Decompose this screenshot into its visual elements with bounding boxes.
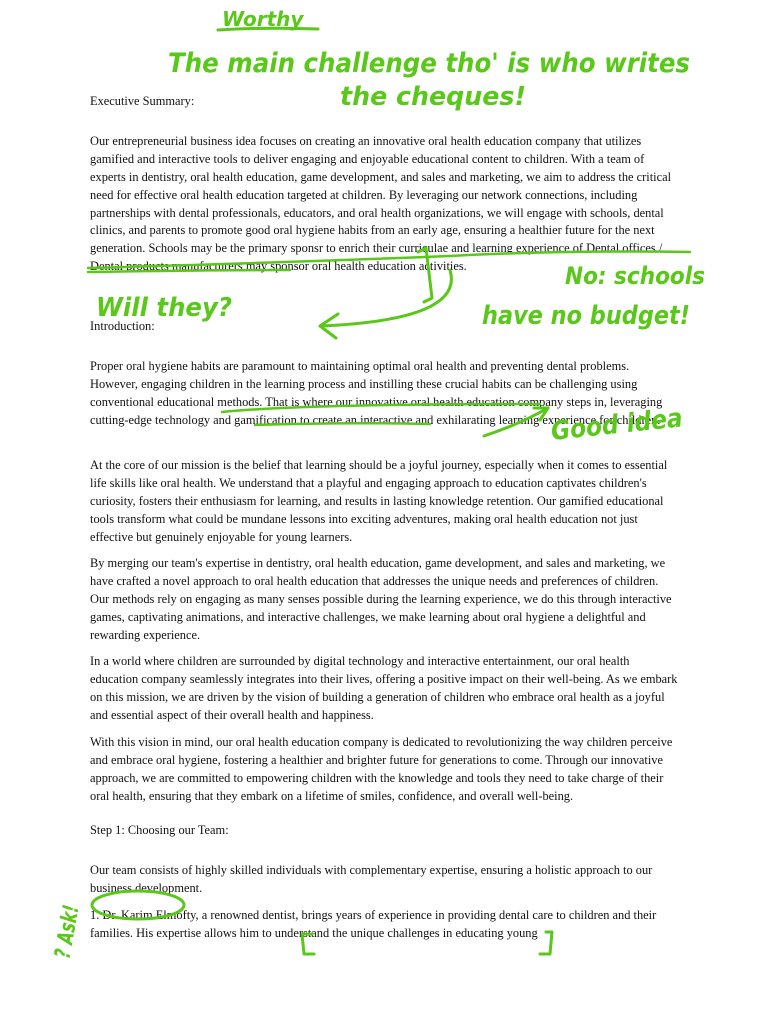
heading-executive-summary: Executive Summary: — [90, 94, 195, 108]
paragraph-introduction-5: With this vision in mind, our oral health education company is dedicated to revolutionizing the way children perceive and embrace oral hygiene, fostering a healthier and brighter future for generations to come. Through our innovative approach, we are committed to empowering children with the knowledge and tools they need to take charge of their oral health, ensuring that they embark on a lifetime of smiles, confidence, and overall well-being. — [90, 735, 673, 803]
annotation-main-challenge: The main challenge tho' is who writes — [168, 48, 690, 79]
paragraph-introduction-2: At the core of our mission is the belief that learning should be a joyful journey, especially when it comes to essential life skills like oral health. We understand that a playful and engaging approach to education captivates children's curiosity, fosters their enthusiasm for learning, and results in lasting knowledge retention. Our gamified educational tools transform what could be mundane lessons into exciting adventures, making oral health education not just effective but genuinely enjoyable for young learners. — [90, 458, 668, 544]
heading-step-1: Step 1: Choosing our Team: — [90, 823, 229, 837]
annotation-ask: ? Ask! — [50, 882, 89, 961]
annotation-no-schools: No: schools — [565, 262, 705, 290]
paragraph-team-intro: Our team consists of highly skilled individuals with complementary expertise, ensuring a holistic approach to our business development. — [90, 863, 653, 896]
annotation-worthy-underline — [218, 28, 318, 30]
paragraph-introduction-3: By merging our team's expertise in dentistry, oral health education, game development, and sales and marketing, we have crafted a novel approach to oral health education that addresses the unique needs and preferences of children. Our methods rely on engaging as many senses possible during the learning experience, we do this through interactive games, captivating animations, and interactive challenges, we make learning about oral hygiene a delightful and rewarding experience. — [90, 556, 672, 642]
paragraph-team-member: 1. Dr. Karim Elmofty, a renowned dentist, brings years of experience in providing dental care to children and their families. His expertise allows him to understand the unique challenges in educating young — [90, 908, 657, 941]
annotation-good-idea: Good idea — [549, 401, 700, 447]
annotation-cheques: the cheques! — [340, 82, 526, 112]
heading-introduction: Introduction: — [90, 319, 155, 333]
paragraph-introduction-4: In a world where children are surrounded by digital technology and interactive entertainment, our oral health education company seamlessly integrates into their lives, offering a positive impact on their well-being. As we embark on this mission, we are driven by the vision of building a generation of children who embrace oral health as a joyful and essential aspect of their overall health and happiness. — [90, 654, 678, 722]
annotation-worthy: Worthy — [222, 7, 304, 31]
paragraph-introduction-1: Proper oral hygiene habits are paramount to maintaining optimal oral health and preventing dental problems. However, engaging children in the learning process and instilling these crucial habits can be challenging using conventional educational methods. That is where our innovative oral health education company steps in, leveraging cutting-edge technology and gamification to create an interactive and exhilarating learning experience for children. — [90, 359, 663, 427]
annotation-no-budget: have no budget! — [482, 301, 690, 331]
paragraph-executive-summary: Our entrepreneurial business idea focuses on creating an innovative oral health education company that utilizes gamified and interactive tools to deliver engaging and enjoyable educational content to children. With a team of experts in dentistry, oral health education, game development, and sales and marketing, we aim to address the critical need for effective oral health education targeted at children. By leveraging our network connections, including partnerships with dental professionals, educators, and oral health organizations, we will engage with schools, dental clinics, and parents to promote good oral hygiene habits from an early age, ensuring a healthier future for the next generation. Schools may be the primary sponsr to enrich their curriculae and learning experience of Dental offices / Dental products manufacturers may sponsor oral health education activities. — [90, 134, 672, 273]
annotation-will-they: Will they? — [96, 293, 232, 323]
